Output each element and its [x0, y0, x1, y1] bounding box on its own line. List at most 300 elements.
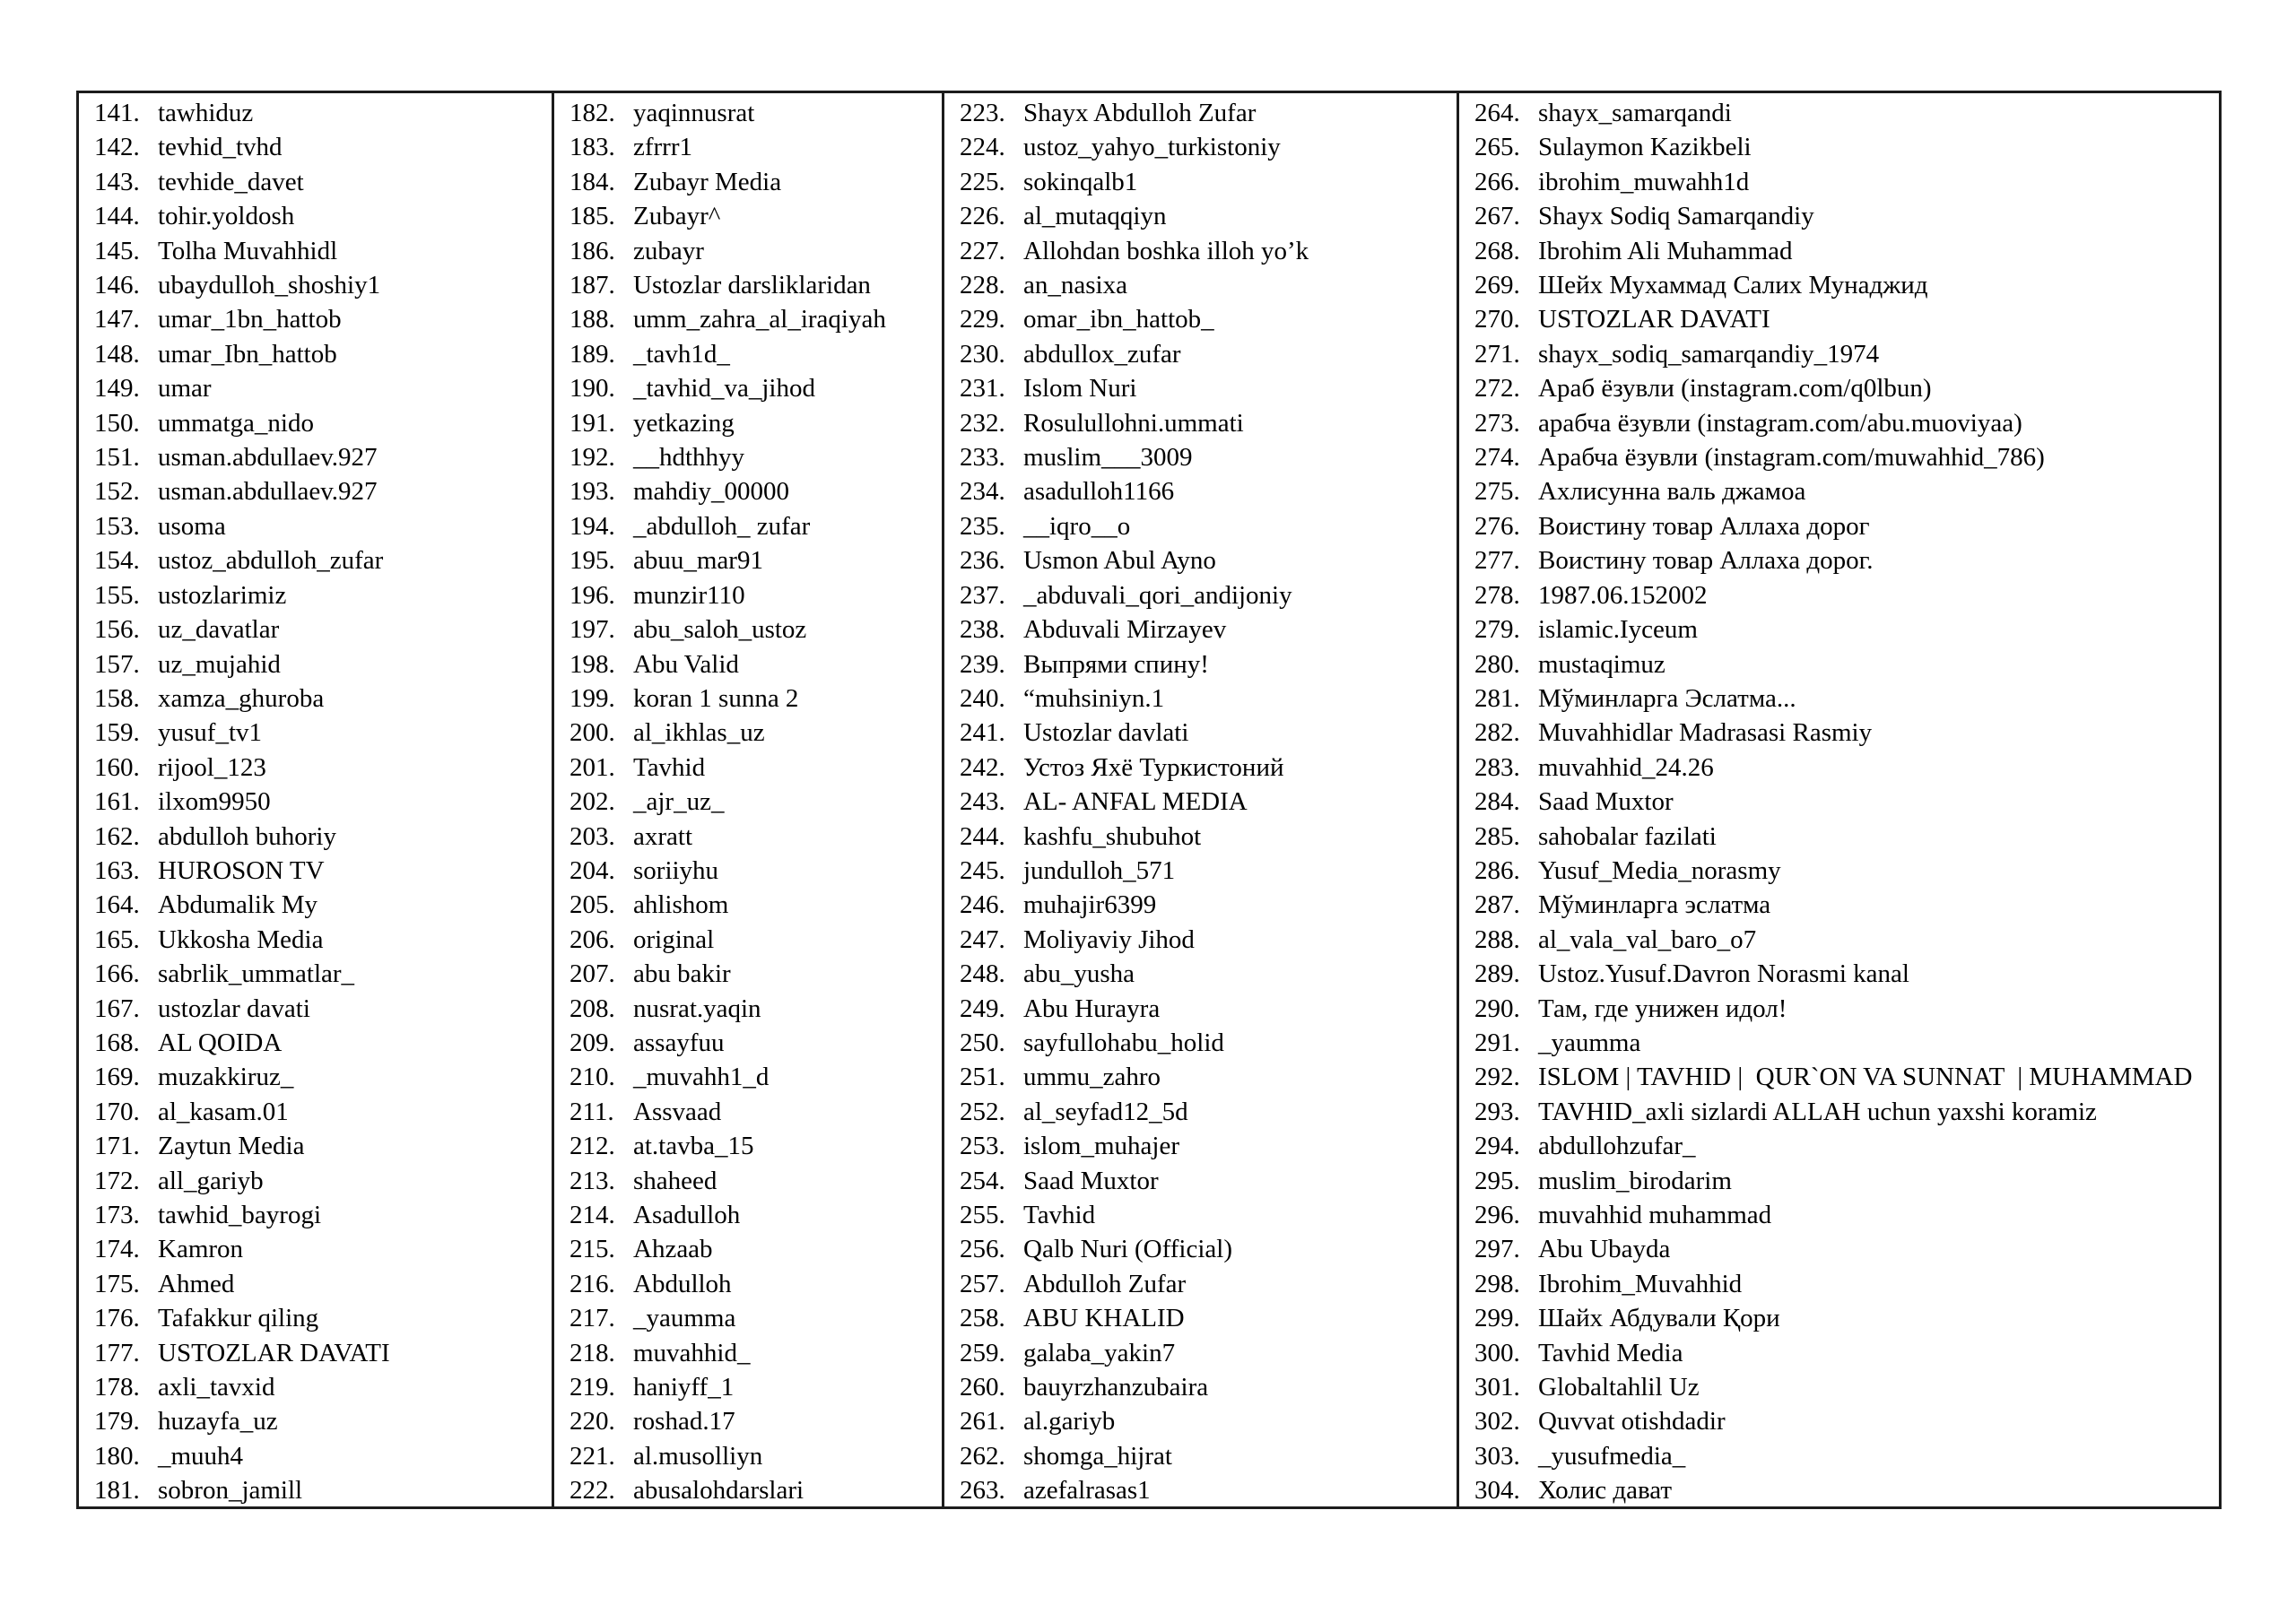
- list-item: [79, 854, 552, 888]
- item-text: tawhid_bayrogi: [158, 1201, 322, 1229]
- list-item: [1459, 1232, 2219, 1266]
- item-number: 180.: [94, 1441, 140, 1471]
- item-text: ustozlar davati: [158, 994, 310, 1023]
- list-item: [944, 130, 1457, 164]
- item-number: 157.: [94, 649, 140, 679]
- item-number: 251.: [960, 1063, 1005, 1092]
- item-text: Asadulloh: [633, 1201, 741, 1229]
- item-number: 268.: [1474, 236, 1520, 265]
- list-item: [79, 1129, 552, 1163]
- item-text: Ustozlar darsliklaridan: [633, 271, 871, 300]
- item-text: al_mutaqqiyn: [1023, 202, 1167, 231]
- list-item: [554, 1301, 942, 1335]
- item-text: azefalrasas1: [1023, 1476, 1151, 1506]
- item-number: 164.: [94, 890, 140, 920]
- list-item: [944, 302, 1457, 336]
- item-text: USTOZLAR DAVATI: [158, 1338, 390, 1367]
- item-text: _ajr_uz_: [633, 787, 725, 817]
- item-number: 145.: [94, 236, 140, 265]
- item-text: Shayx Abdulloh Zufar: [1023, 99, 1257, 127]
- item-number: 213.: [570, 1166, 615, 1195]
- list-item: [554, 509, 942, 543]
- list-item: [554, 1232, 942, 1266]
- list-item: [554, 578, 942, 612]
- item-text: Allohdan boshka illoh yo’k: [1023, 236, 1309, 265]
- item-text: muhajir6399: [1023, 890, 1157, 920]
- item-text: muslim_birodarim: [1538, 1166, 1732, 1195]
- list-item: [1459, 1164, 2219, 1198]
- item-number: 262.: [960, 1441, 1005, 1471]
- list-item: [79, 681, 552, 716]
- list-item: [554, 681, 942, 716]
- list-item: [79, 406, 552, 440]
- item-text: ubaydulloh_shoshiy1: [158, 271, 381, 300]
- item-number: 271.: [1474, 339, 1520, 369]
- list-item: [944, 509, 1457, 543]
- item-number: 152.: [94, 477, 140, 507]
- item-text: Sulaymon Kazikbeli: [1538, 133, 1752, 162]
- list-item: [944, 440, 1457, 474]
- item-text: zfrrr1: [633, 133, 693, 162]
- list-item: [554, 96, 942, 130]
- list-item: [554, 647, 942, 681]
- list-item: [1459, 371, 2219, 405]
- item-text: bauyrzhanzubaira: [1023, 1373, 1209, 1402]
- list-item: [1459, 612, 2219, 647]
- item-number: 228.: [960, 271, 1005, 300]
- list-item: [1459, 681, 2219, 716]
- item-number: 282.: [1474, 718, 1520, 748]
- item-number: 166.: [94, 959, 140, 989]
- item-text: _yaumma: [1538, 1028, 1641, 1057]
- list-item: [1459, 96, 2219, 130]
- table-column-1: [79, 93, 552, 1506]
- list-item: [1459, 440, 2219, 474]
- list-item: [944, 1473, 1457, 1506]
- item-number: 200.: [570, 718, 615, 748]
- item-text: mahdiy_00000: [633, 477, 789, 507]
- item-number: 281.: [1474, 683, 1520, 713]
- list-item: [554, 1267, 942, 1301]
- item-number: 284.: [1474, 787, 1520, 817]
- item-text: roshad.17: [633, 1407, 735, 1436]
- item-number: 276.: [1474, 511, 1520, 541]
- list-item: [554, 199, 942, 233]
- item-text: Устоз Яхё Туркистоний: [1023, 752, 1284, 782]
- item-number: 302.: [1474, 1407, 1520, 1436]
- item-text: Zubayr^: [633, 202, 721, 231]
- item-text: Shayx Sodiq Samarqandiy: [1538, 202, 1814, 231]
- item-number: 212.: [570, 1132, 615, 1161]
- channel-table: [76, 91, 2222, 1509]
- item-text: mustaqimuz: [1538, 649, 1665, 679]
- item-number: 165.: [94, 924, 140, 954]
- list-item: [944, 923, 1457, 957]
- item-number: 178.: [94, 1373, 140, 1402]
- item-number: 192.: [570, 443, 615, 473]
- item-text: Globaltahlil Uz: [1538, 1373, 1700, 1402]
- list-item: [944, 1095, 1457, 1129]
- list-item: [79, 785, 552, 819]
- item-text: Abdulloh Zufar: [1023, 1269, 1187, 1298]
- item-number: 273.: [1474, 408, 1520, 438]
- item-text: tevhide_davet: [158, 167, 304, 196]
- item-text: tawhiduz: [158, 99, 254, 127]
- list-item: [554, 337, 942, 371]
- item-text: abdullox_zufar: [1023, 339, 1181, 369]
- item-text: koran 1 sunna 2: [633, 683, 799, 713]
- list-item: [554, 1095, 942, 1129]
- item-text: ISLOM | TAVHID | QUR`ON VA SUNNAT | MUHAMMAD: [1538, 1063, 2193, 1092]
- item-number: 208.: [570, 994, 615, 1023]
- list-item: [1459, 957, 2219, 991]
- item-text: abu bakir: [633, 959, 731, 989]
- item-number: 182.: [570, 99, 615, 127]
- item-text: sokinqalb1: [1023, 167, 1138, 196]
- item-text: _muvahh1_d: [633, 1063, 770, 1092]
- item-number: 266.: [1474, 167, 1520, 196]
- item-number: 217.: [570, 1304, 615, 1333]
- list-item: [79, 612, 552, 647]
- list-item: [1459, 1198, 2219, 1232]
- item-number: 181.: [94, 1476, 140, 1506]
- item-number: 245.: [960, 855, 1005, 885]
- item-text: tohir.yoldosh: [158, 202, 295, 231]
- list-item: [1459, 1404, 2219, 1438]
- list-item: [1459, 647, 2219, 681]
- item-number: 175.: [94, 1269, 140, 1298]
- list-item: [79, 957, 552, 991]
- item-text: “muhsiniyn.1: [1023, 683, 1165, 713]
- list-item: [1459, 578, 2219, 612]
- item-number: 147.: [94, 305, 140, 334]
- item-text: HUROSON TV: [158, 855, 325, 885]
- item-text: muvahhid_: [633, 1338, 751, 1367]
- item-text: Saad Muxtor: [1023, 1166, 1159, 1195]
- item-number: 289.: [1474, 959, 1520, 989]
- list-item: [944, 578, 1457, 612]
- list-item: [79, 1301, 552, 1335]
- list-item: [79, 96, 552, 130]
- item-number: 257.: [960, 1269, 1005, 1298]
- item-text: Muvahhidlar Madrasasi Rasmiy: [1538, 718, 1873, 748]
- item-text: Assvaad: [633, 1097, 722, 1126]
- item-number: 265.: [1474, 133, 1520, 162]
- item-text: Ibrohim Ali Muhammad: [1538, 236, 1793, 265]
- item-number: 215.: [570, 1235, 615, 1264]
- list-item: [554, 1060, 942, 1094]
- item-number: 144.: [94, 202, 140, 231]
- list-item: [79, 992, 552, 1026]
- list-item: [1459, 1370, 2219, 1404]
- item-number: 210.: [570, 1063, 615, 1092]
- item-text: abdulloh buhoriy: [158, 821, 336, 851]
- item-text: al_vala_val_baro_o7: [1538, 924, 1757, 954]
- item-number: 188.: [570, 305, 615, 334]
- list-item: [554, 1473, 942, 1506]
- list-item: [944, 1336, 1457, 1370]
- item-number: 275.: [1474, 477, 1520, 507]
- list-item: [79, 888, 552, 922]
- item-number: 149.: [94, 374, 140, 404]
- item-number: 224.: [960, 133, 1005, 162]
- item-text: al.musolliyn: [633, 1441, 763, 1471]
- item-number: 222.: [570, 1476, 615, 1506]
- item-number: 296.: [1474, 1201, 1520, 1229]
- list-item: [944, 1439, 1457, 1473]
- item-number: 206.: [570, 924, 615, 954]
- item-number: 299.: [1474, 1304, 1520, 1333]
- item-text: umm_zahra_al_iraqiyah: [633, 305, 886, 334]
- list-item: [1459, 820, 2219, 854]
- item-number: 196.: [570, 580, 615, 610]
- item-text: _abdulloh_ zufar: [633, 511, 811, 541]
- list-item: [554, 1129, 942, 1163]
- item-text: uz_mujahid: [158, 649, 281, 679]
- item-text: abu_saloh_ustoz: [633, 615, 807, 645]
- item-text: umar_1bn_hattob: [158, 305, 342, 334]
- item-number: 261.: [960, 1407, 1005, 1436]
- item-number: 298.: [1474, 1269, 1520, 1298]
- list-item: [79, 371, 552, 405]
- item-text: usman.abdullaev.927: [158, 477, 378, 507]
- list-item: [79, 1404, 552, 1438]
- item-text: Kamron: [158, 1235, 244, 1264]
- item-number: 150.: [94, 408, 140, 438]
- item-number: 232.: [960, 408, 1005, 438]
- list-item: [554, 1439, 942, 1473]
- list-item: [554, 1404, 942, 1438]
- item-number: 285.: [1474, 821, 1520, 851]
- table-column-3: [942, 93, 1457, 1506]
- item-number: 242.: [960, 752, 1005, 782]
- item-number: 218.: [570, 1338, 615, 1367]
- item-number: 260.: [960, 1373, 1005, 1402]
- item-number: 277.: [1474, 546, 1520, 576]
- item-text: Там, где унижен идол!: [1538, 994, 1787, 1023]
- item-number: 247.: [960, 924, 1005, 954]
- item-number: 234.: [960, 477, 1005, 507]
- item-number: 294.: [1474, 1132, 1520, 1161]
- list-item: [554, 854, 942, 888]
- item-number: 249.: [960, 994, 1005, 1023]
- item-text: umar: [158, 374, 212, 404]
- item-number: 252.: [960, 1097, 1005, 1126]
- list-item: [1459, 302, 2219, 336]
- list-item: [79, 1473, 552, 1506]
- item-text: Ustozlar davlati: [1023, 718, 1189, 748]
- list-item: [1459, 1439, 2219, 1473]
- item-number: 143.: [94, 167, 140, 196]
- list-item: [554, 751, 942, 785]
- item-text: Abdumalik My: [158, 890, 318, 920]
- item-text: at.tavba_15: [633, 1132, 754, 1161]
- item-number: 278.: [1474, 580, 1520, 610]
- list-item: [79, 716, 552, 750]
- item-number: 230.: [960, 339, 1005, 369]
- item-number: 198.: [570, 649, 615, 679]
- item-text: Ahzaab: [633, 1235, 713, 1264]
- list-item: [944, 854, 1457, 888]
- item-text: Islom Nuri: [1023, 374, 1137, 404]
- item-text: all_gariyb: [158, 1166, 264, 1195]
- item-number: 174.: [94, 1235, 140, 1264]
- list-item: [944, 474, 1457, 508]
- list-item: [944, 96, 1457, 130]
- item-text: Ahmed: [158, 1269, 235, 1298]
- item-number: 270.: [1474, 305, 1520, 334]
- list-item: [554, 1336, 942, 1370]
- item-text: __iqro__o: [1023, 511, 1131, 541]
- item-text: Moliyaviy Jihod: [1023, 924, 1195, 954]
- item-text: al_kasam.01: [158, 1097, 289, 1126]
- item-number: 288.: [1474, 924, 1520, 954]
- item-number: 141.: [94, 99, 140, 127]
- item-text: _tavh1d_: [633, 339, 730, 369]
- item-text: munzir110: [633, 580, 745, 610]
- item-text: al_seyfad12_5d: [1023, 1097, 1188, 1126]
- item-number: 259.: [960, 1338, 1005, 1367]
- list-item: [79, 1232, 552, 1266]
- item-text: ibrohim_muwahh1d: [1538, 167, 1750, 196]
- item-text: Zubayr Media: [633, 167, 782, 196]
- item-text: usman.abdullaev.927: [158, 443, 378, 473]
- list-item: [79, 199, 552, 233]
- item-text: AL- ANFAL MEDIA: [1023, 787, 1248, 817]
- item-text: Выпрями спину!: [1023, 649, 1209, 679]
- item-text: uz_davatlar: [158, 615, 280, 645]
- item-text: muslim___3009: [1023, 443, 1193, 473]
- item-text: TAVHID_axli sizlardi ALLAH uchun yaxshi koramiz: [1538, 1097, 2097, 1126]
- item-number: 142.: [94, 133, 140, 162]
- list-item: [554, 1026, 942, 1060]
- list-item: [79, 1095, 552, 1129]
- list-item: [944, 992, 1457, 1026]
- list-item: [944, 268, 1457, 302]
- item-number: 280.: [1474, 649, 1520, 679]
- item-number: 179.: [94, 1407, 140, 1436]
- item-number: 295.: [1474, 1166, 1520, 1195]
- list-item: [944, 1301, 1457, 1335]
- item-text: soriiyhu: [633, 855, 719, 885]
- item-text: sahobalar fazilati: [1538, 821, 1717, 851]
- list-item: [944, 165, 1457, 199]
- item-text: Ibrohim_Muvahhid: [1538, 1269, 1743, 1298]
- list-item: [1459, 1095, 2219, 1129]
- item-number: 161.: [94, 787, 140, 817]
- item-text: muvahhid muhammad: [1538, 1201, 1772, 1229]
- list-item: [79, 647, 552, 681]
- item-text: ummatga_nido: [158, 408, 314, 438]
- list-item: [1459, 1336, 2219, 1370]
- list-item: [944, 406, 1457, 440]
- list-item: [79, 1164, 552, 1198]
- item-text: Араб ёзувли (instagram.com/q0lbun): [1538, 374, 1932, 404]
- item-text: abuu_mar91: [633, 546, 763, 576]
- item-number: 156.: [94, 615, 140, 645]
- item-text: Ukkosha Media: [158, 924, 324, 954]
- item-number: 243.: [960, 787, 1005, 817]
- item-number: 163.: [94, 855, 140, 885]
- item-number: 269.: [1474, 271, 1520, 300]
- item-text: al.gariyb: [1023, 1407, 1116, 1436]
- item-number: 211.: [570, 1097, 614, 1126]
- list-item: [79, 1267, 552, 1301]
- item-text: ahlishom: [633, 890, 729, 920]
- item-number: 167.: [94, 994, 140, 1023]
- item-number: 283.: [1474, 752, 1520, 782]
- list-item: [79, 234, 552, 268]
- list-item: [79, 923, 552, 957]
- item-text: Tavhid: [1023, 1201, 1096, 1229]
- item-number: 237.: [960, 580, 1005, 610]
- item-number: 223.: [960, 99, 1005, 127]
- list-item: [1459, 165, 2219, 199]
- item-number: 202.: [570, 787, 615, 817]
- item-number: 153.: [94, 511, 140, 541]
- item-text: Воистину товар Аллаха дорог: [1538, 511, 1870, 541]
- list-item: [554, 957, 942, 991]
- list-item: [554, 474, 942, 508]
- list-item: [554, 543, 942, 577]
- item-number: 160.: [94, 752, 140, 782]
- list-item: [944, 957, 1457, 991]
- item-text: Zaytun Media: [158, 1132, 305, 1161]
- list-item: [1459, 1129, 2219, 1163]
- item-number: 238.: [960, 615, 1005, 645]
- item-number: 195.: [570, 546, 615, 576]
- item-text: jundulloh_571: [1023, 855, 1176, 885]
- item-number: 221.: [570, 1441, 615, 1471]
- item-text: __hdthhyy: [633, 443, 745, 473]
- list-item: [1459, 406, 2219, 440]
- list-item: [1459, 992, 2219, 1026]
- item-number: 194.: [570, 511, 615, 541]
- list-item: [79, 820, 552, 854]
- list-item: [944, 1404, 1457, 1438]
- item-text: rijool_123: [158, 752, 266, 782]
- list-item: [944, 199, 1457, 233]
- list-item: [79, 302, 552, 336]
- list-item: [79, 1060, 552, 1094]
- list-item: [944, 1129, 1457, 1163]
- item-number: 292.: [1474, 1063, 1520, 1092]
- item-text: axli_tavxid: [158, 1373, 275, 1402]
- list-item: [79, 165, 552, 199]
- list-item: [554, 130, 942, 164]
- item-text: Saad Muxtor: [1538, 787, 1674, 817]
- item-number: 185.: [570, 202, 615, 231]
- list-item: [79, 1439, 552, 1473]
- item-text: shayx_sodiq_samarqandiy_1974: [1538, 339, 1880, 369]
- item-number: 159.: [94, 718, 140, 748]
- item-number: 190.: [570, 374, 615, 404]
- list-item: [554, 268, 942, 302]
- item-text: Арабча ёзувли (instagram.com/muwahhid_786): [1538, 443, 2045, 473]
- list-item: [1459, 337, 2219, 371]
- item-number: 186.: [570, 236, 615, 265]
- item-number: 162.: [94, 821, 140, 851]
- item-number: 170.: [94, 1097, 140, 1126]
- list-item: [79, 440, 552, 474]
- item-number: 304.: [1474, 1476, 1520, 1506]
- list-item: [79, 578, 552, 612]
- list-item: [1459, 130, 2219, 164]
- item-text: Tavhid Media: [1538, 1338, 1683, 1367]
- item-text: umar_Ibn_hattob: [158, 339, 337, 369]
- item-number: 258.: [960, 1304, 1005, 1333]
- list-item: [944, 1370, 1457, 1404]
